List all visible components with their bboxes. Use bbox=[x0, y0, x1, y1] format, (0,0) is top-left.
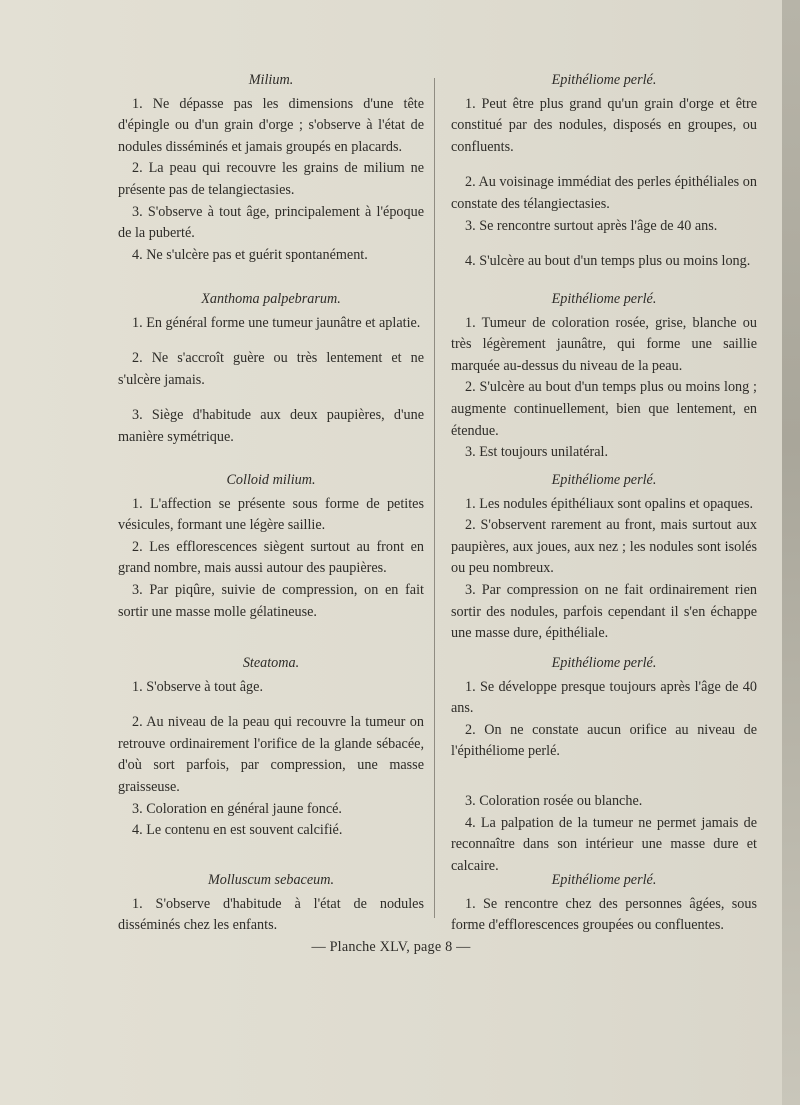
item: 1. L'affection se présente sous forme de petites vésicules, formant une légère saillie. bbox=[118, 495, 424, 534]
item: 1. Ne dépasse pas les dimensions d'une tête d'épingle ou d'un grain d'orge ; s'observe à l'état de nodules disséminés et jamais groupés en placards. bbox=[118, 95, 424, 155]
section-colloid-milium bbox=[118, 470, 424, 623]
item: 1. En général forme une tumeur jaunâtre et aplatie. bbox=[132, 314, 421, 331]
item: 3. Par piqûre, suivie de compression, on en fait sortir une masse molle gélatineuse. bbox=[118, 581, 424, 620]
section-title: Epithéliome perlé. bbox=[551, 72, 657, 88]
page-edge bbox=[782, 0, 800, 1105]
item: 1. S'observe d'habitude à l'état de nodules disséminés chez les enfants. bbox=[118, 895, 424, 934]
item: 1. Les nodules épithéliaux sont opalins et opaques. bbox=[465, 495, 754, 512]
section-milium bbox=[118, 70, 424, 266]
item: 2. S'ulcère au bout d'un temps plus ou moins long ; augmente continuellement, bien que lentement, en étendue. bbox=[451, 379, 757, 439]
section-title: Colloid milium. bbox=[226, 472, 316, 488]
section-epitheliome-2 bbox=[451, 289, 757, 464]
page-footer: — Planche XLV, page 8 — bbox=[311, 939, 471, 955]
item: 3. Coloration en général jaune foncé. bbox=[132, 800, 342, 817]
item: 1. Peut être plus grand qu'un grain d'orge et être constitué par des nodules, disposés en groupes, ou confluents. bbox=[451, 95, 757, 155]
section-steatoma bbox=[118, 653, 424, 842]
item: 4. S'ulcère au bout d'un temps plus ou moins long. bbox=[465, 253, 751, 270]
section-epitheliome-1 bbox=[451, 70, 757, 273]
item: 4. Le contenu en est souvent calcifié. bbox=[132, 822, 343, 839]
section-title: Molluscum sebaceum. bbox=[207, 872, 335, 888]
item: 3. S'observe à tout âge, principalement à l'époque de la puberté. bbox=[118, 203, 424, 242]
item: 3. Se rencontre surtout après l'âge de 40 ans. bbox=[465, 217, 718, 234]
item: 3. Siège d'habitude aux deux paupières, d'une manière symétrique. bbox=[118, 407, 424, 445]
item: 2. On ne constate aucun orifice au niveau de l'épithéliome perlé. bbox=[451, 721, 757, 760]
item: 1. Tumeur de coloration rosée, grise, blanche ou très légèrement jaunâtre, qui forme une saillie marquée au-dessus du niveau de la peau. bbox=[451, 314, 757, 374]
item: 2. Au niveau de la peau qui recouvre la tumeur on retrouve ordinairement l'orifice de la glande sébacée, d'où sort parfois, par compression, une masse graisseuse. bbox=[118, 714, 424, 795]
section-epitheliome-4 bbox=[451, 653, 757, 877]
item: 3. Coloration rosée ou blanche. bbox=[465, 792, 643, 809]
section-xanthoma bbox=[118, 289, 424, 449]
section-title: Epithéliome perlé. bbox=[551, 655, 657, 671]
item: 2. S'observent rarement au front, mais surtout aux paupières, aux joues, aux nez ; les nodules sont isolés ou peu nombreux. bbox=[451, 517, 757, 577]
item: 4. Ne s'ulcère pas et guérit spontanément. bbox=[132, 246, 368, 263]
item: 4. La palpation de la tumeur ne permet jamais de reconnaître dans son intérieur une masse dure et calcaire. bbox=[451, 814, 757, 874]
section-title: Steatoma. bbox=[242, 655, 300, 671]
column-divider bbox=[434, 78, 435, 918]
section-epitheliome-3 bbox=[451, 470, 757, 645]
section-title: Milium. bbox=[248, 72, 294, 88]
item: 2. Au voisinage immédiat des perles épithéliales on constate des télangiectasies. bbox=[451, 174, 757, 212]
section-molluscum bbox=[118, 870, 424, 937]
item: 2. La peau qui recouvre les grains de milium ne présente pas de telangiectasies. bbox=[118, 160, 424, 198]
section-epitheliome-5 bbox=[451, 870, 757, 937]
section-title: Epithéliome perlé. bbox=[551, 872, 657, 888]
item: 1. S'observe à tout âge. bbox=[132, 678, 263, 695]
item: 2. Ne s'accroît guère ou très lentement et ne s'ulcère jamais. bbox=[118, 350, 424, 388]
item: 1. Se développe presque toujours après l'âge de 40 ans. bbox=[451, 678, 757, 717]
item: 2. Les efflorescences siègent surtout au front en grand nombre, mais aussi autour des paupières. bbox=[118, 538, 424, 577]
section-title: Xanthoma palpebrarum. bbox=[201, 291, 341, 307]
section-title: Epithéliome perlé. bbox=[551, 472, 657, 488]
item: 3. Est toujours unilatéral. bbox=[465, 444, 609, 461]
item: 3. Par compression on ne fait ordinairement rien sortir des nodules, parfois cependant il s'en échappe une masse dure, épithéliale. bbox=[451, 581, 757, 642]
section-title: Epithéliome perlé. bbox=[551, 291, 657, 307]
item: 1. Se rencontre chez des personnes âgées, sous forme d'efflorescences groupées ou confluentes. bbox=[451, 895, 757, 934]
